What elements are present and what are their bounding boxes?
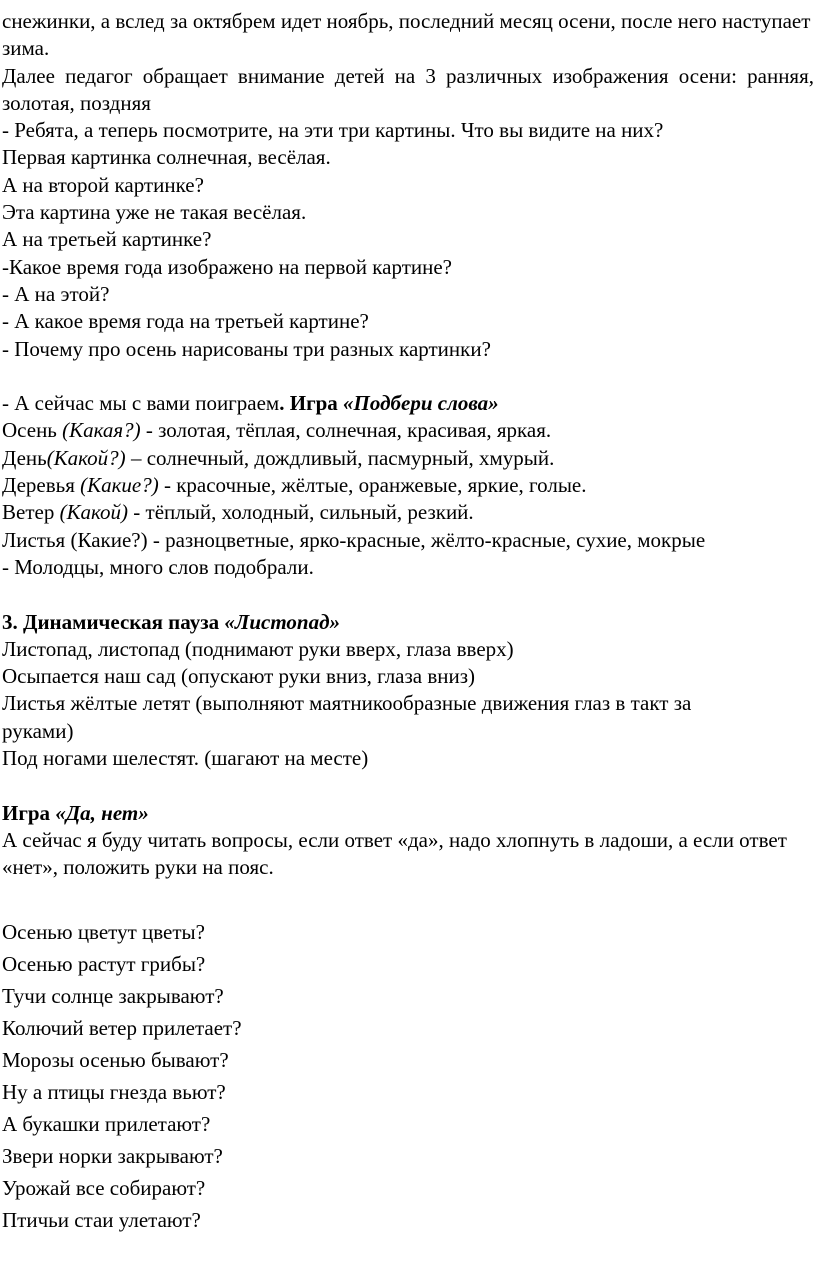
- blank-line: [2, 363, 816, 390]
- word-row-word: Ветер: [2, 500, 60, 525]
- question-line: Колючий ветер прилетает?: [2, 1015, 242, 1040]
- game-words-title: «Подбери слова»: [343, 391, 499, 416]
- question-line: Осенью растут грибы?: [2, 951, 206, 976]
- word-row-word: Деревья: [2, 473, 81, 498]
- game-words-lead: - А сейчас мы с вами поиграем: [2, 391, 280, 416]
- blank-line: [2, 772, 816, 799]
- word-row-word: День: [2, 445, 47, 470]
- game-yes-no-label: Игра: [2, 800, 56, 825]
- word-row-question: (Какой?): [46, 445, 126, 470]
- question-line: Морозы осенью бывают?: [2, 1047, 229, 1072]
- pause-line: Листопад, листопад (поднимают руки вверх, глаза вверх): [2, 636, 514, 661]
- word-row: [2, 472, 816, 499]
- blank-line: [2, 581, 816, 608]
- question-line: Ну а птицы гнезда вьют?: [2, 1079, 226, 1104]
- dialog-line: Эта картина уже не такая весёлая.: [2, 200, 307, 225]
- word-row-word: Осень: [2, 418, 63, 443]
- game-words-heading: [2, 390, 816, 417]
- pause-heading-number: 3. Динамическая пауза: [2, 609, 225, 634]
- dialog-line: - Почему про осень нарисованы три разных картинки?: [2, 336, 491, 361]
- praise-line: - Молодцы, много слов подобрали.: [2, 554, 314, 579]
- word-row-question: (Какой): [59, 500, 129, 525]
- intro-paragraph-teacher: Далее педагог обращает внимание детей на 3 различных изображения осени: ранняя, золотая, поздняя: [2, 63, 814, 115]
- dialog-line: - А какое время года на третьей картине?: [2, 309, 369, 334]
- word-row-answer: – солнечный, дождливый, пасмурный, хмурый.: [125, 445, 555, 470]
- pause-heading: [2, 609, 816, 636]
- game-words-dot: .: [279, 391, 285, 416]
- question-line: Птичьи стаи улетают?: [2, 1207, 201, 1232]
- dialog-line: - А на этой?: [2, 281, 110, 306]
- game-yes-no-title: «Да, нет»: [55, 800, 149, 825]
- pause-line: Под ногами шелестят. (шагают на месте): [2, 746, 369, 771]
- pause-heading-title: «Листопад»: [224, 609, 340, 634]
- word-row: [2, 417, 816, 444]
- word-row-leaves: Листья (Какие?) - разноцветные, ярко-красные, жёлто-красные, сухие, мокрые: [2, 527, 706, 552]
- dialog-line: А на второй картинке?: [2, 172, 204, 197]
- question-line: Осенью цветут цветы?: [2, 919, 205, 944]
- intro-paragraph: снежинки, а вслед за октябрем идет ноябрь, последний месяц осени, после него наступает зима.: [2, 9, 811, 61]
- dialog-line: Первая картинка солнечная, весёлая.: [2, 145, 331, 170]
- pause-line: Осыпается наш сад (опускают руки вниз, глаза вниз): [2, 664, 476, 689]
- dialog-line: - Ребята, а теперь посмотрите, на эти три картины. Что вы видите на них?: [2, 118, 664, 143]
- question-line: Тучи солнце закрывают?: [2, 983, 224, 1008]
- blank-line: [2, 882, 816, 916]
- game-yes-no-heading: [2, 800, 816, 827]
- question-line: Звери норки закрывают?: [2, 1143, 223, 1168]
- game-words-label: Игра: [284, 391, 344, 416]
- word-row: [2, 499, 816, 526]
- word-row-answer: - золотая, тёплая, солнечная, красивая, яркая.: [140, 418, 552, 443]
- question-line: А букашки прилетают?: [2, 1111, 211, 1136]
- pause-line: Листья жёлтые летят (выполняют маятникообразные движения глаз в такт за руками): [2, 691, 692, 743]
- game-yes-no-instruction: А сейчас я буду читать вопросы, если ответ «да», надо хлопнуть в ладоши, а если ответ «нет», положить руки на пояс.: [2, 827, 787, 880]
- dialog-line: -Какое время года изображено на первой картине?: [2, 254, 452, 279]
- word-row-question: (Какая?): [62, 418, 141, 443]
- word-row-answer: - красочные, жёлтые, оранжевые, яркие, голые.: [158, 473, 587, 498]
- word-row-question: (Какие?): [80, 473, 159, 498]
- word-row: [2, 445, 816, 472]
- dialog-line: А на третьей картинке?: [2, 227, 212, 252]
- question-line: Урожай все собирают?: [2, 1175, 206, 1200]
- word-row-answer: - тёплый, холодный, сильный, резкий.: [128, 500, 474, 525]
